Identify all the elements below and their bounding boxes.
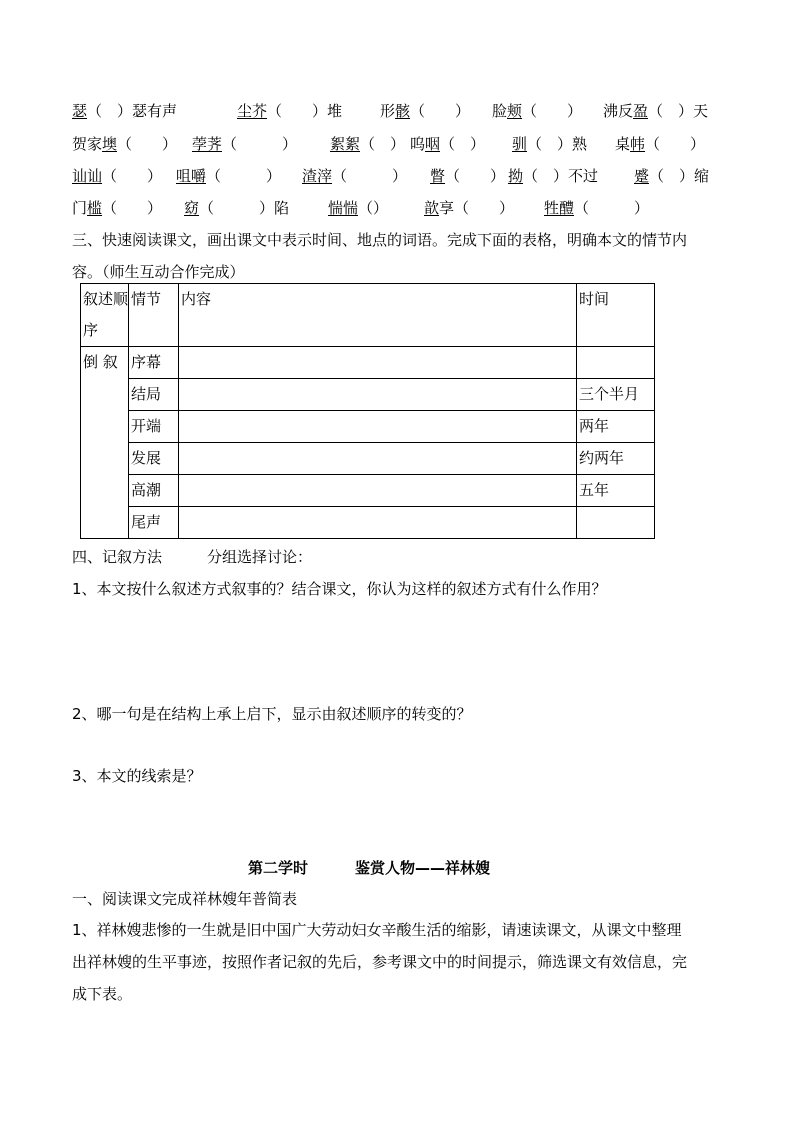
vocab-item: 驯（ ）熟 [512,135,588,153]
content-cell[interactable] [179,475,577,507]
vocab-item: 歆享（ ） [424,199,515,217]
section-4-title: 四、记叙方法 分组选择讨论： [72,548,313,566]
lesson-2-paragraph-line-1: 1、祥林嫂悲惨的一生就是旧中国广大劳动妇女辛酸生活的缩影，请速读课文，从课文中整理 [72,921,682,939]
content-cell[interactable] [179,379,577,411]
lesson-2-paragraph-line-3: 成下表。 [72,985,133,1003]
time-cell: 约两年 [577,443,655,475]
vocab-item: 牲醴（ ） [544,199,650,217]
section-3-instruction-cont: 容。（师生互动合作完成） [72,263,245,281]
vocab-item: 桌帏（ ） [615,135,706,153]
question-2: 2、哪一句是在结构上承上启下，显示由叙述顺序的转变的？ [72,705,472,723]
section-3-instruction: 三、快速阅读课文，画出课文中表示时间、地点的词语。完成下面的表格，明确本文的情节内 [72,231,688,249]
lesson-2-heading-right: 鉴赏人物——祥林嫂 [355,859,491,877]
vocab-item: 瞥（ ） [430,167,506,185]
plot-cell: 结局 [129,379,179,411]
vocab-row-1 [72,100,177,121]
vocab-item: 惴惴（） [328,199,389,217]
header-time: 时间 [577,284,655,347]
order-cell: 倒 叙 [81,347,129,539]
header-plot: 情节 [129,284,179,347]
content-cell[interactable] [179,507,577,539]
content-cell[interactable] [179,411,577,443]
vocab-item: 形骸（ ） [380,102,471,120]
vocab-item: 荸荠（ ） [192,135,298,153]
table-row [81,443,655,475]
vocab-item: 拗（ ）不过 [508,167,599,185]
time-cell: 两年 [577,411,655,443]
lesson-2-paragraph-line-2: 出祥林嫂的生平事迹，按照作者记叙的先后，参考课文中的时间提示，筛选课文有效信息，完 [72,953,688,971]
vocab-item: 呜咽（ ） [410,135,486,153]
vocab-item: 讪讪（ ） [72,167,163,185]
vocab-item: 瑟（ ）瑟有声 [72,102,178,120]
vocab-item: 门槛（ ） [72,199,163,217]
vocab-item: 窈（ ）陷 [184,199,290,217]
table-row [81,475,655,507]
vocab-item: 尘芥（ ）堆 [237,102,343,120]
lesson-2-heading-left: 第二学时 [248,859,309,877]
time-cell: 三个半月 [577,379,655,411]
header-order: 叙述顺 序 [81,284,129,347]
time-cell [577,347,655,379]
lesson-2-subtitle: 一、阅读课文完成祥林嫂年普简表 [72,890,298,908]
table-row [81,379,655,411]
table-row [81,347,655,379]
plot-cell: 高潮 [129,475,179,507]
plot-cell: 序幕 [129,347,179,379]
content-cell[interactable] [179,347,577,379]
vocab-item: 沸反盈（ ）天 [603,102,709,120]
table-row [81,411,655,443]
plot-structure-table [80,283,655,539]
vocab-item: 脸颊（ ） [492,102,583,120]
table-header-row [81,284,655,347]
vocab-item: 渣滓（ ） [302,167,408,185]
content-cell[interactable] [179,443,577,475]
plot-cell: 尾声 [129,507,179,539]
question-3: 3、本文的线索是？ [72,767,202,785]
plot-cell: 发展 [129,443,179,475]
vocab-item: 贺家墺（ ） [72,135,178,153]
vocab-item: 蹙（ ）缩 [634,167,710,185]
header-content: 内容 [179,284,577,347]
vocab-item: 絮絮（ ） [330,135,406,153]
table-row [81,507,655,539]
plot-cell: 开端 [129,411,179,443]
question-1: 1、本文按什么叙述方式叙事的？结合课文，你认为这样的叙述方式有什么作用？ [72,580,607,598]
time-cell [577,507,655,539]
time-cell: 五年 [577,475,655,507]
vocab-item: 咀嚼（ ） [176,167,282,185]
